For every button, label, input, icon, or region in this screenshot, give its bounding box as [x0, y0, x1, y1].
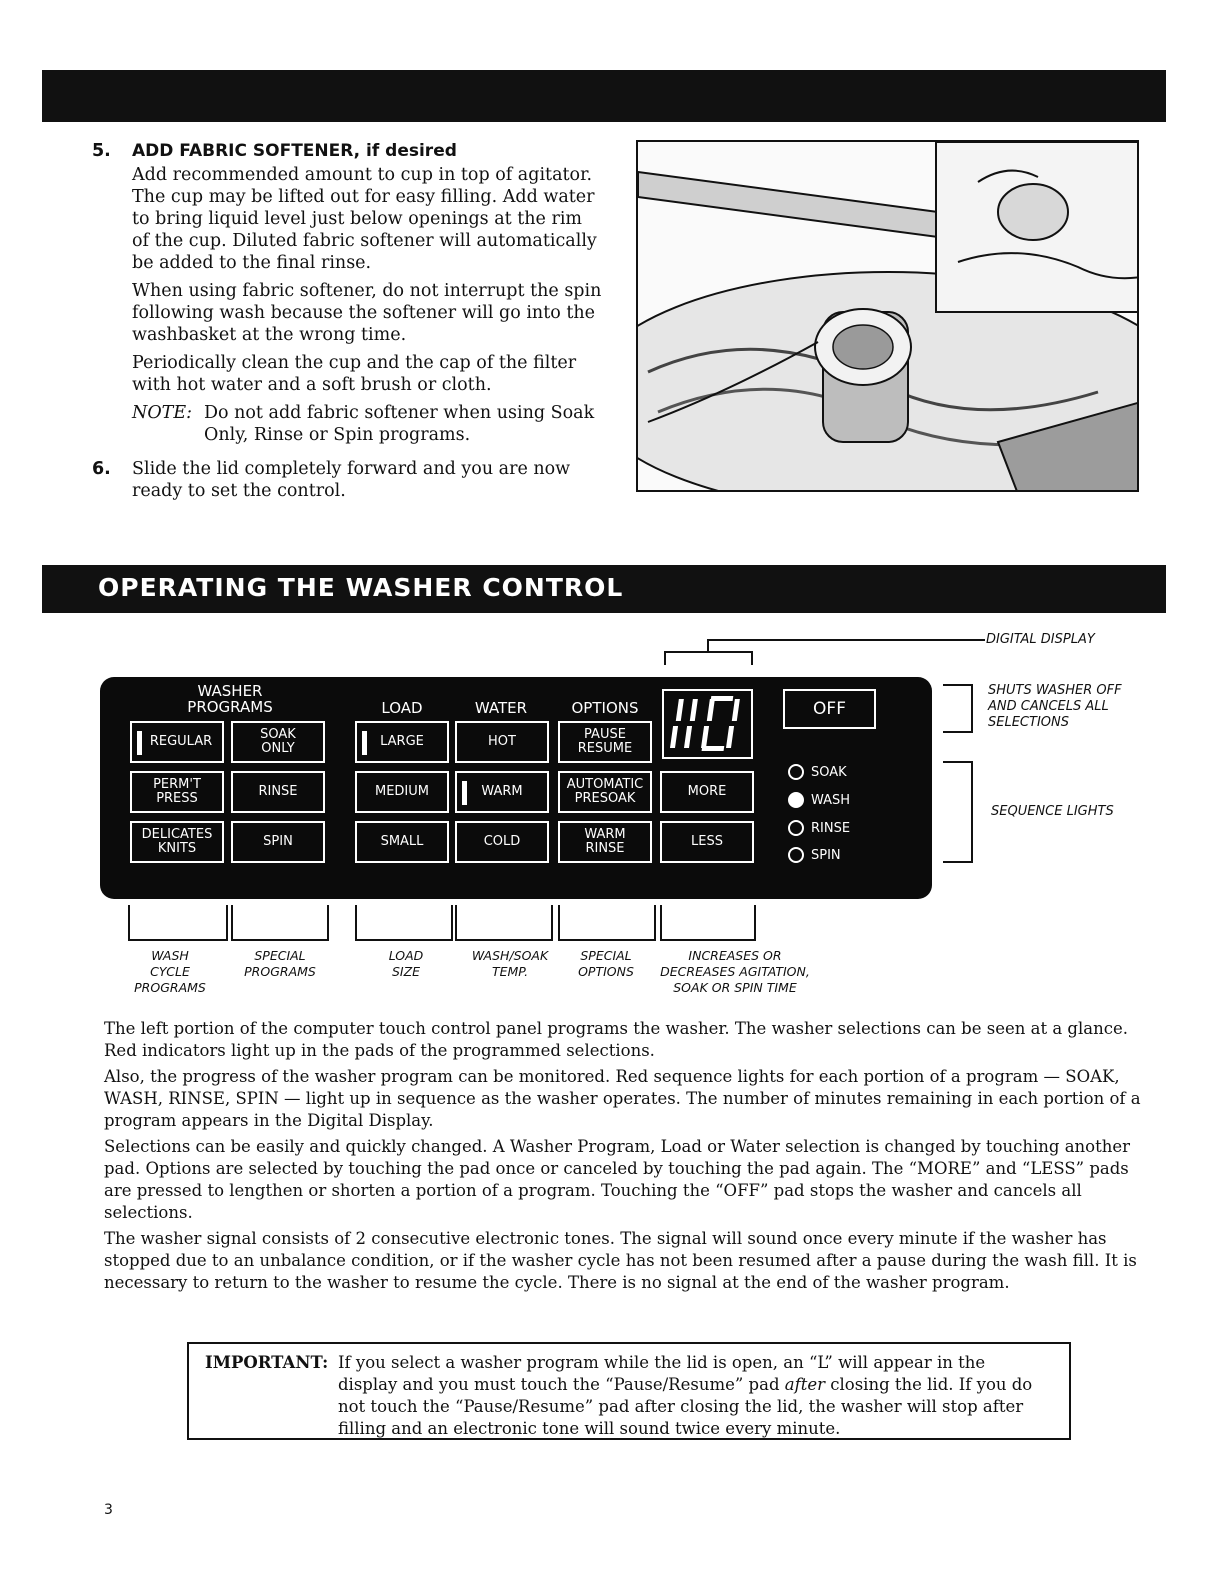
step-paragraph: Add recommended amount to cup in top of agitator. The cup may be lifted out for easy filling. Add water to bring liquid level just below openings at the rim of the cup. Diluted fabric softener will automatically be added to the final rinse.: [132, 165, 597, 273]
spin-light-label: SPIN: [811, 847, 841, 863]
bracket-options: [558, 905, 656, 941]
bracket-agitation: [660, 905, 756, 941]
options-heading: OPTIONS: [571, 699, 639, 717]
important-emphasis: after: [784, 1375, 825, 1394]
step-number: 5.: [92, 141, 111, 161]
spin-light-icon: [788, 847, 804, 863]
section-title: OPERATING THE WASHER CONTROL: [98, 573, 624, 602]
soak-light-label: SOAK: [811, 764, 847, 780]
less-pad[interactable]: LESS: [660, 821, 754, 863]
bracket-load-size: [355, 905, 453, 941]
description-paragraph: The washer signal consists of 2 consecutive electronic tones. The signal will sound once every minute if the washer has stopped due to an unbalance condition, or if the washer cycle has not been resumed after a pause during the wash fill. It is necessary to return to the washer to resume the cycle. There is no signal at the end of the washer program.: [104, 1229, 1137, 1292]
description-paragraph: Selections can be easily and quickly changed. A Washer Program, Load or Water selection is changed by touching another pad. Options are selected by touching the pad once or canceled by touching the pad again. The “MORE” and “LESS” pads are pressed to lengthen or shorten a portion of a program. Touching the “OFF” pad stops the washer and cancels all selections.: [104, 1137, 1131, 1222]
note-text: Do not add fabric softener when using Soak Only, Rinse or Spin programs.: [204, 403, 595, 445]
step-paragraph: When using fabric softener, do not interrupt the spin following wash because the softener will go into the washbasket at the wrong time.: [132, 281, 602, 345]
sequence-light-wash: [788, 792, 850, 808]
page-number: 3: [104, 1502, 113, 1518]
selected-indicator: [137, 731, 142, 755]
important-text: [338, 1352, 1048, 1440]
caption-special-options: SPECIAL OPTIONS: [578, 948, 634, 979]
sequence-light-spin: [788, 847, 841, 863]
digital-display-digits: [664, 691, 751, 757]
delicates-knits-pad[interactable]: DELICATES KNITS: [130, 821, 224, 863]
large-load-pad[interactable]: [355, 721, 449, 763]
regular-pad[interactable]: [130, 721, 224, 763]
wash-light-icon: [788, 792, 804, 808]
sequence-light-soak: [788, 764, 847, 780]
caption-temp: WASH/SOAK TEMP.: [471, 948, 549, 979]
off-pad-note: SHUTS WASHER OFF AND CANCELS ALL SELECTIONS: [988, 683, 1122, 730]
perm-press-pad[interactable]: PERM'T PRESS: [130, 771, 224, 813]
warm-water-pad[interactable]: [455, 771, 549, 813]
caption-agitation: INCREASES OR DECREASES AGITATION, SOAK OR SPIN TIME: [660, 948, 810, 995]
bracket-special-programs: [231, 905, 329, 941]
sequence-lights-label: SEQUENCE LIGHTS: [991, 804, 1114, 819]
off-pad[interactable]: OFF: [783, 689, 876, 729]
automatic-presoak-pad[interactable]: AUTOMATIC PRESOAK: [558, 771, 652, 813]
warm-rinse-pad[interactable]: WARM RINSE: [558, 821, 652, 863]
important-text-part: closing the lid. If you do not touch the “Pause/Resume” pad after closing the lid, the washer will stop after filling and an electronic tone will sound twice every minute.: [338, 1375, 1033, 1438]
caption-wash-cycle: WASH CYCLE PROGRAMS: [134, 948, 206, 995]
important-text-part: If you select a washer program while the lid is open, an “L” will appear in the display and you must touch the “Pause/Resume” pad: [338, 1353, 986, 1394]
step-title: ADD FABRIC SOFTENER, if desired: [132, 141, 457, 161]
description-paragraph: The left portion of the computer touch control panel programs the washer. The washer selections can be seen at a glance. Red indicators light up in the pads of the programmed selections.: [104, 1019, 1128, 1060]
step-paragraph: Periodically clean the cup and the cap of the filter with hot water and a soft brush or cloth.: [132, 353, 577, 395]
important-label: IMPORTANT:: [205, 1353, 329, 1372]
selected-indicator: [462, 781, 467, 805]
soak-only-pad[interactable]: SOAK ONLY: [231, 721, 325, 763]
bracket-wash-cycle: [128, 905, 228, 941]
medium-load-pad[interactable]: MEDIUM: [355, 771, 449, 813]
load-heading: LOAD: [381, 699, 423, 717]
important-box: [187, 1342, 1071, 1440]
description-paragraph: Also, the progress of the washer program can be monitored. Red sequence lights for each portion of a program — SOAK, WASH, RINSE, SPIN — light up in sequence as the washer operates. The number of minutes remaining in each portion of a program appears in the Digital Display.: [104, 1067, 1141, 1130]
soak-light-icon: [788, 764, 804, 780]
bracket-temp: [455, 905, 553, 941]
water-heading: WATER: [474, 699, 528, 717]
warm-water-label: WARM: [481, 784, 523, 799]
description: [104, 1018, 1156, 1298]
step-number: 6.: [92, 459, 111, 479]
selected-indicator: [362, 731, 367, 755]
pause-resume-pad[interactable]: PAUSE RESUME: [558, 721, 652, 763]
cold-water-pad[interactable]: COLD: [455, 821, 549, 863]
note-label: NOTE:: [132, 403, 193, 423]
rinse-light-label: RINSE: [811, 820, 851, 836]
sequence-light-rinse: [788, 820, 850, 836]
regular-pad-label: REGULAR: [149, 734, 213, 749]
rinse-light-icon: [788, 820, 804, 836]
digital-display: [662, 689, 753, 759]
washer-programs-heading: WASHER PROGRAMS: [187, 682, 273, 716]
step-paragraph: Slide the lid completely forward and you are now ready to set the control.: [132, 459, 571, 501]
caption-load-size: LOAD SIZE: [388, 948, 424, 979]
hot-water-pad[interactable]: HOT: [455, 721, 549, 763]
caption-special-programs: SPECIAL PROGRAMS: [244, 948, 316, 979]
large-load-label: LARGE: [380, 734, 424, 749]
rinse-pad[interactable]: RINSE: [231, 771, 325, 813]
wash-light-label: WASH: [811, 792, 851, 808]
digital-display-label: DIGITAL DISPLAY: [986, 632, 1095, 647]
small-load-pad[interactable]: SMALL: [355, 821, 449, 863]
more-pad[interactable]: MORE: [660, 771, 754, 813]
spin-pad[interactable]: SPIN: [231, 821, 325, 863]
